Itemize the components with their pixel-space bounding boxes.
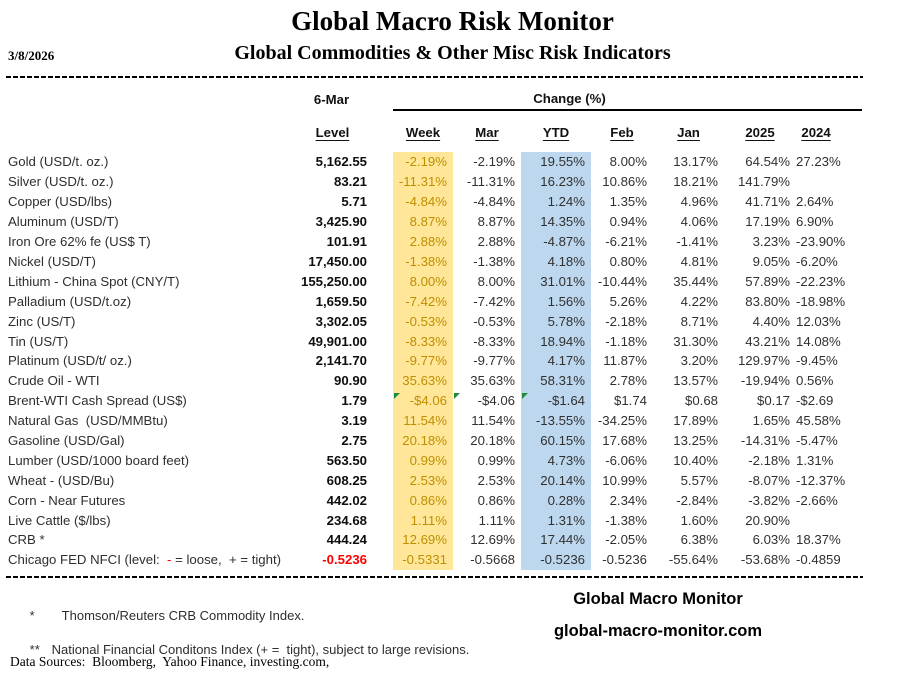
commodities-table [6, 80, 862, 570]
cell-name: Brent-WTI Cash Spread (US$) [8, 393, 187, 409]
cell-level: 1,659.50 [315, 293, 367, 309]
data-sources: Data Sources: Bloomberg, Yahoo Finance, investing.com, [10, 653, 330, 669]
brand-name: Global Macro Monitor [573, 589, 743, 608]
cell-week: 11.54% [393, 411, 453, 431]
cell-week: 0.86% [393, 490, 453, 510]
cell-y2024: -12.37% [796, 472, 846, 488]
header-spacer [6, 80, 298, 110]
cell-name: Gold (USD/t. oz.) [8, 154, 109, 170]
cell-mar: 0.99% [477, 452, 515, 468]
cell-jan: 4.22% [680, 293, 718, 309]
table-row [6, 550, 862, 570]
cell-spacer [373, 510, 393, 530]
cell-jan: 18.21% [673, 174, 718, 190]
cell-spacer [373, 192, 393, 212]
cell-spacer [373, 431, 393, 451]
level-date-header: 6-Mar [313, 92, 350, 108]
cell-jan: 10.40% [673, 452, 718, 468]
cell-name: Platinum (USD/t/ oz.) [8, 353, 132, 369]
cell-week: -$4.06 [393, 391, 453, 411]
cell-name: Palladium (USD/t.oz) [8, 293, 132, 309]
table-row [6, 391, 862, 411]
table-row [6, 172, 862, 192]
column-header-ytd: YTD [542, 125, 570, 141]
cell-week: 1.11% [393, 510, 453, 530]
cell-name: Lithium - China Spot (CNY/T) [8, 273, 180, 289]
cell-name: Aluminum (USD/T) [8, 214, 119, 230]
cell-feb: 5.26% [609, 293, 647, 309]
cell-name: Zinc (US/T) [8, 313, 76, 329]
column-header-level: Level [315, 125, 350, 141]
cell-name: Live Cattle ($/lbs) [8, 512, 111, 528]
cell-spacer [373, 271, 393, 291]
cell-mar: -0.53% [473, 313, 515, 329]
cell-jan: $0.68 [684, 393, 718, 409]
table-row [6, 490, 862, 510]
cell-name: Copper (USD/lbs) [8, 194, 113, 210]
brand-block [538, 590, 778, 641]
cell-ytd: 1.56% [521, 291, 591, 311]
cell-mar: -11.31% [466, 174, 515, 190]
bottom-divider [6, 576, 863, 578]
cell-y2024: 6.90% [796, 214, 834, 230]
table-row [6, 510, 862, 530]
cell-ytd: 4.18% [521, 252, 591, 272]
cell-jan: 4.06% [680, 214, 718, 230]
cell-level: 3.19 [341, 413, 367, 429]
cell-y2025: -53.68% [740, 552, 790, 568]
cell-feb: -2.18% [605, 313, 647, 329]
cell-level: 608.25 [326, 472, 367, 488]
cell-week: -1.38% [393, 252, 453, 272]
cell-jan: 5.57% [680, 472, 718, 488]
cell-y2025: -8.07% [748, 472, 790, 488]
cell-ytd: 5.78% [521, 311, 591, 331]
cell-mar: 20.18% [470, 432, 515, 448]
cell-y2025: 20.90% [745, 512, 790, 528]
cell-feb: 10.99% [602, 472, 647, 488]
header-gap-row [6, 143, 862, 152]
cell-y2025: 17.19% [745, 214, 790, 230]
cell-mar: 35.63% [470, 373, 515, 389]
gap-cell [6, 143, 862, 152]
cell-level: -0.5236 [322, 552, 367, 568]
cell-week: -9.77% [393, 351, 453, 371]
cell-feb: -2.05% [605, 532, 647, 548]
cell-jan: -55.64% [668, 552, 718, 568]
column-header-mar: Mar [475, 125, 499, 141]
cell-week: 0.99% [393, 450, 453, 470]
cell-y2024: 12.03% [796, 313, 841, 329]
cell-spacer [373, 311, 393, 331]
cell-level: 1.79 [341, 393, 367, 409]
table-row [6, 192, 862, 212]
cell-spacer [373, 391, 393, 411]
cell-spacer [373, 152, 393, 172]
cell-level: 5.71 [341, 194, 367, 210]
cell-level: 563.50 [326, 452, 367, 468]
column-header-2025: 2025 [745, 125, 775, 141]
cell-week: -11.31% [393, 172, 453, 192]
table-row [6, 351, 862, 371]
cell-level: 83.21 [333, 174, 367, 190]
cell-mar: 2.88% [477, 234, 515, 250]
cell-y2024 [796, 510, 862, 530]
cell-y2024: -5.47% [796, 432, 838, 448]
brand-website: global-macro-monitor.com [553, 621, 763, 640]
cell-spacer [373, 212, 393, 232]
cell-week: 2.88% [393, 232, 453, 252]
table-row [6, 530, 862, 550]
cell-jan: 3.20% [680, 353, 718, 369]
cell-mar: 8.00% [477, 273, 515, 289]
cell-spacer [373, 252, 393, 272]
cell-ytd: 31.01% [521, 271, 591, 291]
cell-jan: 4.96% [680, 194, 718, 210]
cell-y2025: -14.31% [740, 432, 790, 448]
cell-feb: -1.18% [605, 333, 647, 349]
change-group-header: Change (%) [393, 80, 862, 110]
cell-spacer [373, 530, 393, 550]
cell-ytd: 14.35% [521, 212, 591, 232]
cell-y2025: $0.17 [756, 393, 790, 409]
header-spacer [373, 110, 393, 143]
cell-level: 2,141.70 [315, 353, 367, 369]
footnote-text: National Financial Conditons Index (+ = tight), subject to large revisions. [51, 641, 470, 657]
cell-jan: 8.71% [680, 313, 718, 329]
cell-jan: 17.89% [673, 413, 718, 429]
cell-spacer [373, 411, 393, 431]
cell-mar: -$4.06 [453, 391, 521, 411]
header-spacer [373, 80, 393, 110]
top-divider [6, 76, 863, 78]
cell-week: 8.87% [393, 212, 453, 232]
cell-mar: -1.38% [473, 253, 515, 269]
cell-y2024: -22.23% [796, 273, 846, 289]
cell-ytd: 17.44% [521, 530, 591, 550]
cell-level: 17,450.00 [308, 253, 367, 269]
cell-feb: 17.68% [602, 432, 647, 448]
cell-week: -0.5331 [393, 550, 453, 570]
cell-ytd: 58.31% [521, 371, 591, 391]
cell-mar: -0.5668 [470, 552, 515, 568]
cell-ytd: -13.55% [521, 411, 591, 431]
cell-name: Silver (USD/t. oz.) [8, 174, 114, 190]
cell-week: 35.63% [393, 371, 453, 391]
cell-y2025: 9.05% [752, 253, 790, 269]
cell-mar: -2.19% [473, 154, 515, 170]
cell-name: Nickel (USD/T) [8, 253, 96, 269]
cell-feb: 11.87% [603, 353, 647, 369]
cell-mar: -4.84% [473, 194, 515, 210]
column-header-2024: 2024 [801, 125, 831, 141]
cell-y2024: -18.98% [796, 293, 846, 309]
cell-y2025: -19.94% [740, 373, 790, 389]
cell-mar: 0.86% [477, 492, 515, 508]
page-subtitle: Global Commodities & Other Misc Risk Indicators [234, 42, 671, 65]
cell-ytd: 0.28% [521, 490, 591, 510]
cell-ytd: 19.55% [521, 152, 591, 172]
cell-y2024: 1.31% [796, 452, 834, 468]
cell-y2025: -3.82% [748, 492, 790, 508]
cell-spacer [373, 371, 393, 391]
cell-y2025: 57.89% [745, 273, 790, 289]
cell-y2024: -23.90% [796, 234, 846, 250]
cell-week: -0.53% [393, 311, 453, 331]
cell-level: 155,250.00 [300, 273, 367, 289]
cell-ytd: 16.23% [521, 172, 591, 192]
cell-week: 20.18% [393, 431, 453, 451]
cell-week: 8.00% [393, 271, 453, 291]
cell-ytd: 1.31% [521, 510, 591, 530]
cell-name: Wheat - (USD/Bu) [8, 472, 115, 488]
cell-ytd: -4.87% [521, 232, 591, 252]
cell-level: 90.90 [333, 373, 367, 389]
cell-spacer [373, 351, 393, 371]
table-row [6, 331, 862, 351]
cell-mar: 11.54% [471, 413, 515, 429]
cell-spacer [373, 470, 393, 490]
cell-y2024: -2.66% [796, 492, 838, 508]
cell-y2024 [796, 172, 862, 192]
table-row [6, 411, 862, 431]
cell-spacer [373, 550, 393, 570]
cell-jan: 35.44% [673, 273, 718, 289]
cell-ytd: 20.14% [521, 470, 591, 490]
cell-name [6, 550, 298, 570]
cell-mar: 2.53% [477, 472, 515, 488]
cell-spacer [373, 291, 393, 311]
cell-feb: -6.21% [605, 234, 647, 250]
cell-jan: 13.57% [673, 373, 718, 389]
row-label-part: = loose, + = tight) [171, 552, 282, 568]
table-row [6, 152, 862, 172]
table-row [6, 311, 862, 331]
cell-ytd: 1.24% [521, 192, 591, 212]
cell-feb: -1.38% [605, 512, 647, 528]
cell-level: 101.91 [326, 234, 367, 250]
cell-y2025: 83.80% [745, 293, 790, 309]
cell-name: Gasoline (USD/Gal) [8, 432, 125, 448]
cell-y2025: 41.71% [745, 194, 790, 210]
table-row [6, 252, 862, 272]
header-spacer [6, 110, 298, 143]
cell-feb: 8.00% [609, 154, 647, 170]
cell-y2024: -9.45% [796, 353, 838, 369]
footnote-marker: * [29, 607, 35, 623]
cell-y2024: 27.23% [796, 154, 841, 170]
cell-y2025: 1.65% [752, 413, 790, 429]
cell-y2024: 0.56% [796, 373, 834, 389]
report-date: 3/8/2026 [8, 48, 55, 63]
cell-y2025: 141.79% [737, 174, 790, 190]
cell-level: 444.24 [326, 532, 367, 548]
cell-week: 12.69% [393, 530, 453, 550]
cell-name: Crude Oil - WTI [8, 373, 100, 389]
cell-name: Tin (US/T) [8, 333, 69, 349]
cell-name: Natural Gas (USD/MMBtu) [8, 413, 168, 429]
cell-y2025: 3.23% [752, 234, 790, 250]
cell-feb: -10.44% [597, 273, 647, 289]
cell-level: 3,425.90 [315, 214, 367, 230]
cell-feb: -6.06% [605, 452, 647, 468]
cell-jan: -1.41% [676, 234, 718, 250]
cell-level: 234.68 [326, 512, 367, 528]
cell-feb: -0.5236 [602, 552, 647, 568]
row-label-part: - [167, 552, 172, 568]
cell-jan: 4.81% [680, 253, 718, 269]
cell-ytd: -$1.64 [521, 391, 591, 411]
cell-feb: $1.74 [613, 393, 647, 409]
cell-spacer [373, 172, 393, 192]
cell-mar: -7.42% [473, 293, 515, 309]
cell-y2025: 6.03% [752, 532, 790, 548]
column-header-week: Week [405, 125, 441, 141]
cell-name: CRB * [8, 532, 45, 548]
cell-feb: 10.86% [602, 174, 647, 190]
cell-ytd: 18.94% [521, 331, 591, 351]
cell-y2025: 129.97% [737, 353, 790, 369]
footnote-marker: ** [29, 641, 40, 657]
cell-week: 2.53% [393, 470, 453, 490]
cell-feb: 0.80% [609, 253, 647, 269]
cell-mar: 12.69% [470, 532, 515, 548]
column-header-feb: Feb [610, 125, 634, 141]
cell-y2024: 45.58% [796, 413, 841, 429]
cell-y2025: 43.21% [745, 333, 790, 349]
table-row [6, 291, 862, 311]
cell-name: Lumber (USD/1000 board feet) [8, 452, 190, 468]
cell-ytd: -0.5236 [521, 550, 591, 570]
cell-y2025: 64.54% [745, 154, 790, 170]
cell-feb: 2.78% [609, 373, 647, 389]
cell-jan: 6.38% [680, 532, 718, 548]
cell-jan: 13.17% [673, 154, 718, 170]
cell-y2024: 18.37% [796, 532, 841, 548]
cell-ytd: 4.17% [521, 351, 591, 371]
table-row [6, 431, 862, 451]
cell-ytd: 4.73% [521, 450, 591, 470]
footnote-text: Thomson/Reuters CRB Commodity Index. [61, 607, 305, 623]
row-label-part: Chicago FED NFCI (level: [8, 552, 168, 568]
cell-feb: 2.34% [609, 492, 647, 508]
report-footer [8, 590, 899, 682]
page-title: Global Macro Risk Monitor [291, 6, 614, 36]
cell-jan: 13.25% [673, 432, 718, 448]
cell-spacer [373, 232, 393, 252]
cell-week: -8.33% [393, 331, 453, 351]
cell-level: 2.75 [341, 432, 367, 448]
cell-y2024: -$2.69 [796, 393, 834, 409]
cell-level: 3,302.05 [315, 313, 367, 329]
cell-level: 49,901.00 [308, 333, 367, 349]
table-header [6, 80, 862, 143]
cell-week: -7.42% [393, 291, 453, 311]
cell-mar: -8.33% [473, 333, 515, 349]
table-row [6, 450, 862, 470]
cell-level: 5,162.55 [315, 154, 367, 170]
cell-y2025: -2.18% [748, 452, 790, 468]
column-header-jan: Jan [677, 125, 700, 141]
cell-feb: 0.94% [609, 214, 647, 230]
cell-ytd: 60.15% [521, 431, 591, 451]
table-row [6, 212, 862, 232]
report-header [0, 0, 905, 65]
table-row [6, 232, 862, 252]
table-body [6, 143, 862, 570]
cell-feb: 1.35% [609, 194, 647, 210]
table-row [6, 470, 862, 490]
cell-spacer [373, 331, 393, 351]
cell-name: Corn - Near Futures [8, 492, 126, 508]
cell-jan: 1.60% [680, 512, 718, 528]
cell-y2024: -0.4859 [796, 552, 841, 568]
cell-name: Iron Ore 62% fe (US$ T) [8, 234, 151, 250]
cell-week: -2.19% [393, 152, 453, 172]
cell-level: 442.02 [326, 492, 367, 508]
cell-mar: 8.87% [477, 214, 515, 230]
table-row [6, 371, 862, 391]
cell-jan: 31.30% [673, 333, 718, 349]
cell-mar: 1.11% [478, 512, 515, 528]
cell-y2025: 4.40% [752, 313, 790, 329]
cell-spacer [373, 450, 393, 470]
cell-y2024: 14.08% [796, 333, 841, 349]
cell-y2024: -6.20% [796, 253, 838, 269]
table-row [6, 271, 862, 291]
cell-spacer [373, 490, 393, 510]
cell-mar: -9.77% [473, 353, 515, 369]
cell-jan: -2.84% [676, 492, 718, 508]
cell-feb: -34.25% [597, 413, 647, 429]
cell-y2024: 2.64% [796, 194, 834, 210]
cell-week: -4.84% [393, 192, 453, 212]
